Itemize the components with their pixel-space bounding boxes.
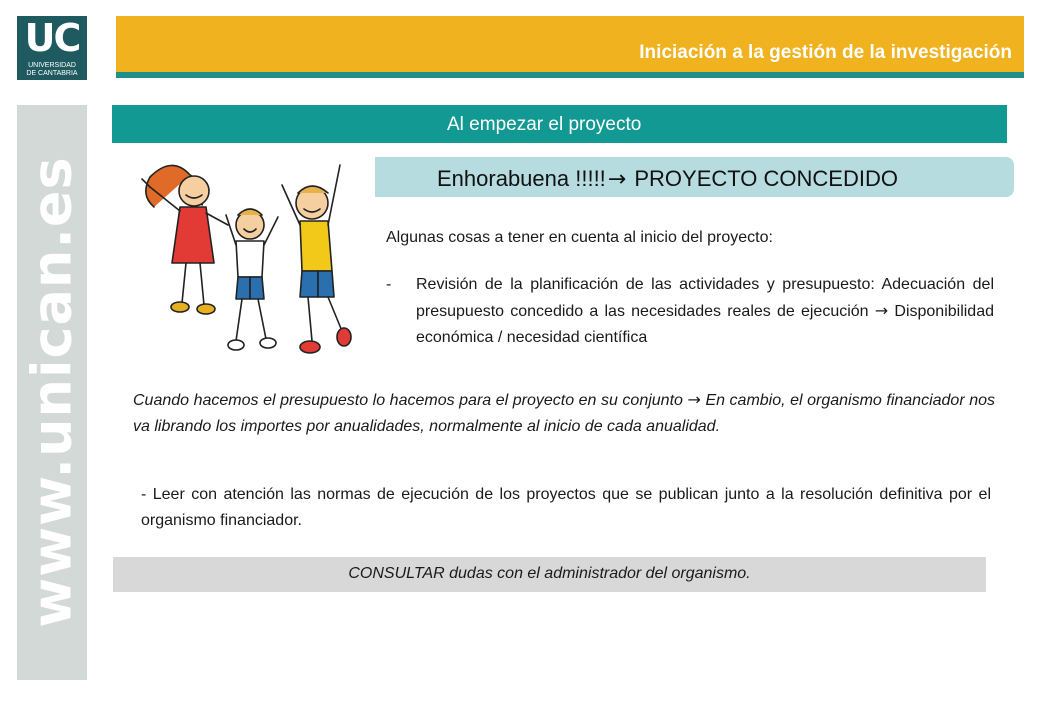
sidebar-url: www.unican.es <box>20 156 84 628</box>
rules-note: - Leer con atención las normas de ejecución de los proyectos que se publican junto a la resolución definitiva por el organismo financiador. <box>141 486 991 529</box>
banner-text-before: Enhorabuena !!!!! <box>437 166 606 191</box>
bullet-text-part2: Disponibilidad económica / necesidad científica <box>416 303 995 346</box>
sidebar-band <box>17 105 87 680</box>
header-underline <box>116 72 1024 78</box>
arrow-right-icon: → <box>607 167 627 192</box>
logo-line-1: UNIVERSIDAD <box>28 62 76 69</box>
intro-text: Algunas cosas a tener en cuenta al inicio del proyecto: <box>386 229 773 246</box>
section-title: Al empezar el proyecto <box>447 114 642 135</box>
header-band <box>116 16 1024 72</box>
university-logo[interactable] <box>17 16 87 80</box>
arrow-right-icon: → <box>874 301 889 320</box>
budget-note-part2: En cambio, el organismo financiador nos va librando los importes por anualidades, normalmente al inicio de cada anualidad. <box>133 392 996 435</box>
logo-mark: UC <box>24 16 80 60</box>
banner-text <box>437 166 898 192</box>
budget-note-part1: Cuando hacemos el presupuesto lo hacemos para el proyecto en su conjunto <box>133 392 688 409</box>
bullet-text-part1: Revisión de la planificación de las actividades y presupuesto: Adecuación del presupuesto concedido a las necesidades reales de ejecución <box>416 276 994 320</box>
consult-text: CONSULTAR dudas con el administrador del organismo. <box>348 565 751 582</box>
celebrating-kids-illustration <box>132 155 352 360</box>
budget-note <box>133 387 995 440</box>
arrow-right-icon: → <box>687 390 701 409</box>
bullet-marker: - <box>386 276 392 293</box>
bullet-text <box>416 272 994 351</box>
course-title: Iniciación a la gestión de la investigación <box>639 42 1012 63</box>
logo-line-2: DE CANTABRIA <box>26 70 78 77</box>
banner-text-after: PROYECTO CONCEDIDO <box>628 166 898 191</box>
